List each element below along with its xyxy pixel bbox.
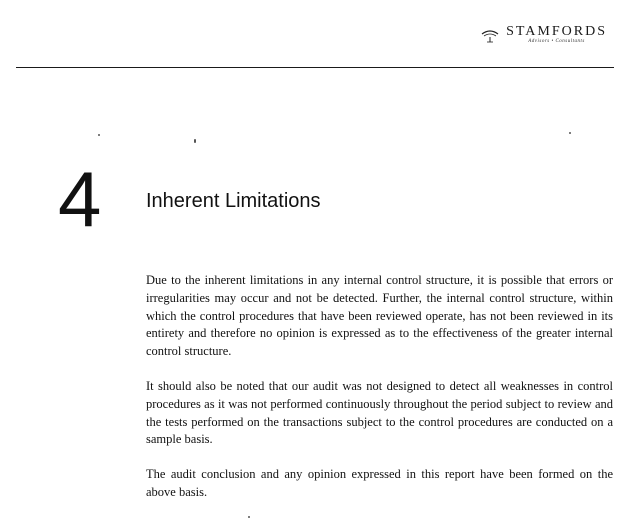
- brand-name: STAMFORDS: [506, 24, 607, 39]
- scan-speck: [569, 132, 571, 134]
- stamfords-crest-icon: [480, 25, 500, 45]
- company-logo: [480, 24, 607, 45]
- section-title: Inherent Limitations: [146, 190, 321, 212]
- scan-speck: [194, 139, 196, 143]
- section-number: 4: [58, 155, 102, 243]
- paragraph: The audit conclusion and any opinion expressed in this report have been formed on the above basis.: [146, 467, 613, 499]
- scan-speck: [98, 134, 100, 136]
- paragraph: It should also be noted that our audit was not designed to detect all weaknesses in control procedures as it was not performed continuously throughout the period subject to review and the tests performed on the transactions subject to the control procedures are conducted on a sample basis.: [146, 378, 613, 447]
- paragraph: Due to the inherent limitations in any internal control structure, it is possible that errors or irregularities may occur and not be detected. Further, the internal control structure, within which the control procedures that have been reviewed operate, has not been reviewed in its entirety and therefore no opinion is expressed as to the effectiveness of the greater internal control structure.: [146, 273, 613, 359]
- header-divider: [16, 67, 614, 68]
- brand-tagline: Advisors • Consultants: [528, 39, 585, 44]
- section-body: [146, 272, 613, 519]
